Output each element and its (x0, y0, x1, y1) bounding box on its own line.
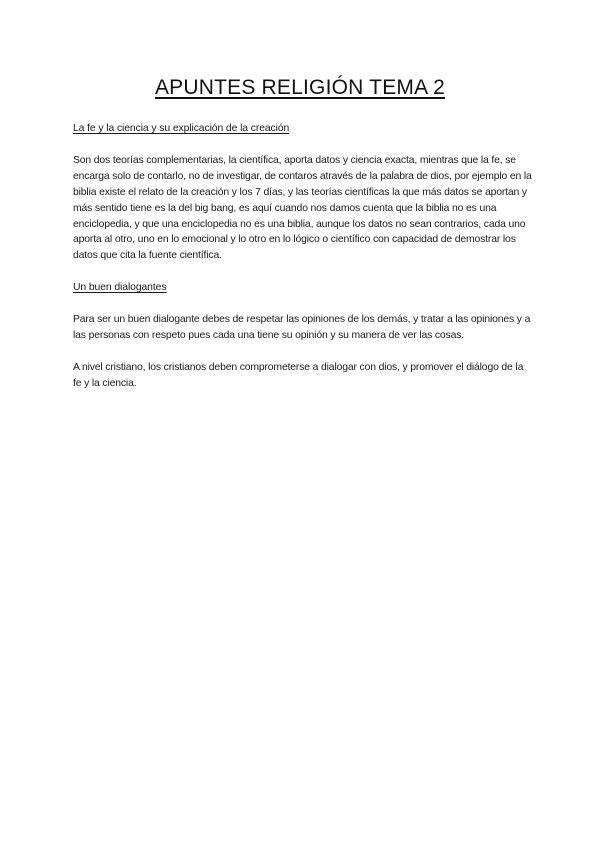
section-heading: Un buen dialogantes (73, 282, 167, 294)
paragraph: Para ser un buen dialogante debes de respetar las opiniones de los demás, y tratar a las opiniones y a las personas con respeto pues cada una tiene su opinión y su manera de ver las cosas. (73, 314, 531, 342)
section-fe-y-ciencia (73, 121, 533, 264)
paragraph: Son dos teorías complementarias, la científica, aporta datos y ciencia exacta, mientras que la fe, se encarga solo de contarlo, no de investigar, de contaros através de la palabra de dios, por ejemplo en la biblia existe el relato de la creación y los 7 días, y las teorías científicas la que más datos se aportan y más sentido tiene es la del big bang, es aquí cuando nos damos cuenta que la biblia no es una enciclopedia, y que una enciclopedia no es una biblia, aunque los datos no sean contrarios, cada uno aporta al otro, uno en lo emocional y lo otro en lo lógico o científico con capacidad de demostrar los datos que cita la fuente científica. (73, 154, 532, 262)
paragraph: A nivel cristiano, los cristianos deben comprometerse a dialogar con dios, y promover el diálogo de la fe y la ciencia. (73, 361, 524, 389)
section-heading: La fe y la ciencia y su explicación de la creación (73, 123, 290, 134)
document-body (73, 121, 533, 408)
page-title: APUNTES RELIGIÓN TEMA 2 (154, 76, 446, 99)
section-buen-dialogante (73, 280, 533, 392)
